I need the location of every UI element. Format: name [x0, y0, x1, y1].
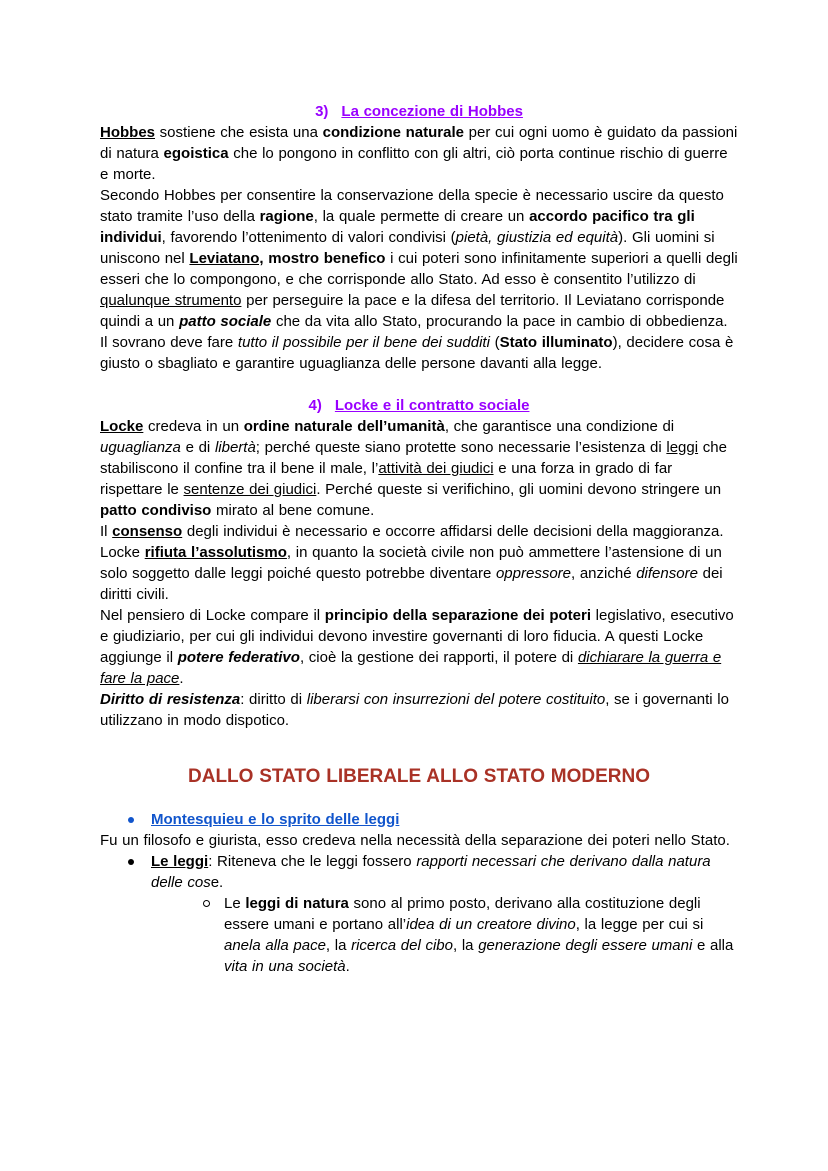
- text-run: .: [179, 670, 184, 687]
- text-run: (: [489, 334, 500, 351]
- text-run: Fu un filosofo e giurista, esso credeva nella necessità della separazione dei poteri nello Stato.: [100, 832, 730, 849]
- text-run: dei diritti civili.: [100, 565, 723, 603]
- text-run: Locke: [100, 418, 144, 435]
- text-run: mostro benefico: [263, 250, 386, 267]
- text-run: consenso: [112, 523, 183, 540]
- text-run: legislativo, esecutivo e giudiziario, per cui gli individui devono investire governanti di loro fiducia. A questi Locke aggiunge il: [100, 607, 734, 666]
- text-run: dichiarare la guerra e fare la pace: [100, 649, 722, 687]
- text-run: ). Gli uomini si uniscono nel: [100, 229, 715, 267]
- text-run: , la quale permette di creare un: [313, 208, 530, 225]
- text-run: che stabiliscono il confine tra il bene il male, l’: [100, 439, 727, 477]
- text-run: , la legge per cui si: [575, 916, 704, 933]
- text-run: accordo pacifico tra gli individui: [100, 208, 695, 246]
- text-run: , cioè la gestione dei rapporti, il potere di: [299, 649, 578, 666]
- hobbes-paragraph-3: [100, 332, 738, 374]
- text-run: che lo pongono in conflitto con gli altri, ciò porta continue rischio di guerre e morte.: [100, 145, 728, 183]
- text-run: , che garantisce una condizione di: [444, 418, 675, 435]
- text-run: i cui poteri sono infinitamente superiori a quelli degli esseri che lo compongono, e che corrisponde allo Stato. Ad esso è consentito l’utilizzo di: [100, 250, 738, 288]
- text-run: sentenze dei giudici: [183, 481, 317, 498]
- text-run: anela alla pace: [224, 937, 326, 954]
- heading-hobbes-number: 3): [315, 103, 329, 120]
- locke-paragraph-4: [100, 605, 738, 689]
- locke-paragraph-2: [100, 521, 738, 542]
- text-run: pietà, giustizia ed equità: [455, 229, 619, 246]
- text-run: Il sovrano deve fare: [100, 334, 238, 351]
- text-run: liberarsi con insurrezioni del potere costituito: [306, 691, 606, 708]
- text-run: Le leggi: [151, 853, 209, 870]
- text-run: tutto il possibile per il bene dei sudditi: [237, 334, 490, 351]
- text-run: credeva in un: [143, 418, 244, 435]
- text-run: rapporti necessari che derivano dalla natura delle cos: [151, 853, 711, 891]
- document-body: [100, 101, 738, 977]
- text-run: oppressore: [495, 565, 571, 582]
- text-run: Il: [100, 523, 113, 540]
- heading-hobbes: [100, 101, 738, 122]
- text-run: , favorendo l’ottenimento di valori condivisi (: [161, 229, 456, 246]
- text-run: sostiene che esista una: [155, 124, 323, 141]
- text-run: Locke: [100, 544, 145, 561]
- text-run: . Perché queste si verifichino, gli uomini devono stringere un: [316, 481, 722, 498]
- bullet-montesquieu: [100, 809, 738, 830]
- text-run: ricerca del cibo: [351, 937, 453, 954]
- text-run: idea di un creatore divino: [406, 916, 576, 933]
- text-run: : Riteneva che le leggi fossero: [208, 853, 417, 870]
- text-run: difensore: [636, 565, 698, 582]
- text-run: e una forza in grado di far rispettare le: [100, 460, 673, 498]
- text-run: leggi: [666, 439, 699, 456]
- text-run: libertà: [214, 439, 256, 456]
- text-run: ragione: [259, 208, 314, 225]
- text-run: e di: [180, 439, 215, 456]
- bullet-le-leggi: [100, 851, 738, 893]
- text-run: Secondo Hobbes per consentire la conservazione della specie è necessario uscire da questo stato tramite l’uso della: [100, 187, 724, 225]
- text-run: .: [345, 958, 350, 975]
- text-run: uguaglianza: [100, 439, 181, 456]
- text-run: per perseguire la pace e la difesa del territorio. Il Leviatano corrisponde quindi a un: [100, 292, 725, 330]
- text-run: , la: [453, 937, 479, 954]
- text-run: qualunque strumento: [100, 292, 242, 309]
- subbullet-leggi-di-natura: [100, 893, 738, 977]
- text-run: generazione degli essere umani: [478, 937, 693, 954]
- heading-locke-title: Locke e il contratto sociale: [334, 397, 530, 414]
- text-run: Nel pensiero di Locke compare il: [100, 607, 325, 624]
- heading-hobbes-title: La concezione di Hobbes: [341, 103, 523, 120]
- text-run: , anziché: [571, 565, 637, 582]
- text-run: , in quanto la società civile non può ammettere l’astensione di un solo soggetto dalle leggi poiché questo potrebbe diventare: [100, 544, 722, 582]
- heading-locke-number: 4): [308, 397, 322, 414]
- text-run: , la: [325, 937, 352, 954]
- text-run: che da vita allo Stato, procurando la pace in cambio di obbedienza.: [271, 313, 728, 330]
- hobbes-paragraph-1: [100, 122, 738, 185]
- montesquieu-intro-paragraph: [100, 830, 738, 851]
- text-run: potere federativo: [177, 649, 300, 666]
- text-run: Stato illuminato: [499, 334, 613, 351]
- text-run: sono al primo posto, derivano alla costituzione degli essere umani e portano all’: [224, 895, 701, 933]
- text-run: leggi di natura: [245, 895, 349, 912]
- text-run: principio della separazione dei poteri: [324, 607, 592, 624]
- text-run: attività dei giudici: [378, 460, 494, 477]
- text-run: degli individui è necessario e occorre affidarsi delle decisioni della maggioranza.: [182, 523, 724, 540]
- heading-modern-state: DALLO STATO LIBERALE ALLO STATO MODERNO: [188, 766, 650, 787]
- text-run: mirato al bene comune.: [211, 502, 375, 519]
- text-run: per cui ogni uomo è guidato da passioni di natura: [100, 124, 738, 162]
- text-run: e.: [210, 874, 224, 891]
- text-run: ; perché queste siano protette sono necessarie l’esistenza di: [255, 439, 667, 456]
- text-run: ordine naturale dell’umanità: [243, 418, 445, 435]
- text-run: patto sociale: [179, 313, 272, 330]
- text-run: Diritto di resistenza: [100, 691, 241, 708]
- text-run: , se i governanti lo utilizzano in modo dispotico.: [100, 691, 729, 729]
- hobbes-paragraph-2: [100, 185, 738, 332]
- text-run: patto condiviso: [100, 502, 212, 519]
- heading-locke: [100, 395, 738, 416]
- text-run: Leviatano,: [189, 250, 264, 267]
- text-run: Le: [224, 895, 246, 912]
- text-run: ), decidere cosa è giusto o sbagliato e garantire uguaglianza delle persone davanti alla legge.: [100, 334, 734, 372]
- text-run: rifiuta l’assolutismo: [144, 544, 287, 561]
- locke-paragraph-5: [100, 689, 738, 731]
- text-run: e alla: [692, 937, 734, 954]
- text-run: condizione naturale: [322, 124, 464, 141]
- montesquieu-link[interactable]: Montesquieu e lo sprito delle leggi: [151, 811, 400, 828]
- text-run: Hobbes: [100, 124, 156, 141]
- locke-paragraph-3: [100, 542, 738, 605]
- locke-paragraph-1: [100, 416, 738, 521]
- text-run: egoistica: [163, 145, 229, 162]
- text-run: : diritto di: [240, 691, 307, 708]
- text-run: vita in una società: [224, 958, 346, 975]
